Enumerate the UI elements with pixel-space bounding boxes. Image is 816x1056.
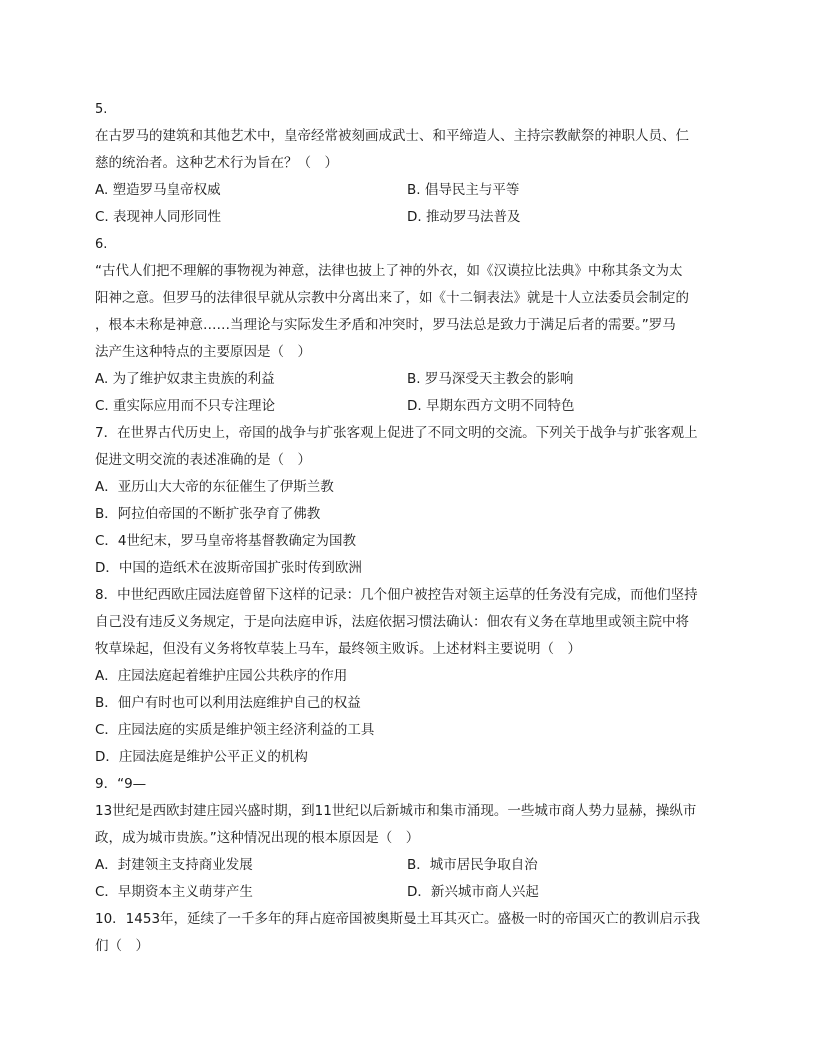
option-d[interactable]: D．新兴城市商人兴起 [407, 884, 539, 900]
option-a[interactable]: A．庄园法庭起着维护庄园公共秩序的作用 [95, 668, 348, 684]
option-a[interactable]: A．亚历山大大帝的东征催生了伊斯兰教 [95, 479, 334, 495]
question-5 [95, 96, 725, 231]
option-list [95, 663, 725, 771]
question-stem-line: ，根本未称是神意……当理论与实际发生矛盾和冲突时，罗马法总是致力于满足后者的需要。”罗马 [95, 317, 676, 333]
question-9 [95, 771, 725, 906]
question-stem-line: 自己没有违反义务规定，于是向法庭申诉，法庭依据习惯法确认：佃农有义务在草地里或领主院中将 [95, 614, 689, 630]
question-stem-line: 8．中世纪西欧庄园法庭曾留下这样的记录：几个佃户被控告对领主运草的任务没有完成，而他们坚持 [95, 587, 698, 603]
option-d[interactable]: D. 推动罗马法普及 [407, 209, 521, 225]
option-c[interactable]: C．早期资本主义萌芽产生 [95, 884, 253, 900]
option-b[interactable]: B．城市居民争取自治 [407, 857, 538, 873]
option-d[interactable]: D. 早期东西方文明不同特色 [407, 398, 575, 414]
option-b[interactable]: B. 倡导民主与平等 [407, 182, 520, 198]
option-grid [95, 366, 725, 420]
question-number: 5. [95, 102, 108, 117]
question-stem-line: 慈的统治者。这种艺术行为旨在？（ ） [95, 155, 338, 171]
document-page [95, 96, 725, 960]
question-stem-line: 促进文明交流的表述准确的是（ ） [95, 452, 311, 468]
question-10 [95, 906, 725, 960]
option-c[interactable]: C. 表现神人同形同性 [95, 209, 222, 225]
option-d[interactable]: D．中国的造纸术在波斯帝国扩张时传到欧洲 [95, 560, 362, 576]
question-number: 6. [95, 237, 108, 252]
question-stem-line: 13世纪是西欧封建庄园兴盛时期，到11世纪以后新城市和集市涌现。一些城市商人势力显赫，操纵市 [95, 803, 697, 819]
question-stem-line: 10．1453年，延续了一千多年的拜占庭帝国被奥斯曼土耳其灭亡。盛极一时的帝国灭亡的教训启示我 [95, 911, 701, 927]
question-6 [95, 231, 725, 420]
option-a[interactable]: A. 为了维护奴隶主贵族的利益 [95, 371, 275, 387]
question-stem-line: 在古罗马的建筑和其他艺术中，皇帝经常被刻画成武士、和平缔造人、主持宗教献祭的神职人员、仁 [95, 128, 689, 144]
option-b[interactable]: B．阿拉伯帝国的不断扩张孕育了佛教 [95, 506, 321, 522]
question-8 [95, 582, 725, 771]
option-grid [95, 177, 725, 231]
option-b[interactable]: B. 罗马深受天主教会的影响 [407, 371, 574, 387]
question-stem-line: 阳神之意。但罗马的法律很早就从宗教中分离出来了，如《十二铜表法》就是十人立法委员会制定的 [95, 290, 689, 306]
question-stem-line: 法产生这种特点的主要原因是（ ） [95, 344, 311, 360]
question-stem-line: “古代人们把不理解的事物视为神意，法律也披上了神的外衣，如《汉谟拉比法典》中称其条文为太 [95, 263, 683, 279]
question-stem-line: 们（ ） [95, 938, 149, 954]
question-stem-line: 政，成为城市贵族。”这种情况出现的根本原因是（ ） [95, 830, 420, 846]
option-a[interactable]: A. 塑造罗马皇帝权威 [95, 182, 221, 198]
option-b[interactable]: B．佃户有时也可以利用法庭维护自己的权益 [95, 695, 361, 711]
question-stem-line: 牧草垛起，但没有义务将牧草装上马车，最终领主败诉。上述材料主要说明（ ） [95, 641, 581, 657]
option-grid [95, 852, 725, 906]
question-stem-line: 7．在世界古代历史上，帝国的战争与扩张客观上促进了不同文明的交流。下列关于战争与扩张客观上 [95, 425, 698, 441]
question-7 [95, 420, 725, 582]
option-c[interactable]: C. 重实际应用而不只专注理论 [95, 398, 276, 414]
option-a[interactable]: A．封建领主支持商业发展 [95, 857, 253, 873]
option-d[interactable]: D．庄园法庭是维护公平正义的机构 [95, 749, 308, 765]
option-c[interactable]: C．庄园法庭的实质是维护领主经济利益的工具 [95, 722, 375, 738]
question-stem-line: 9．“9— [95, 776, 147, 792]
option-c[interactable]: C．4世纪末，罗马皇帝将基督教确定为国教 [95, 533, 357, 549]
option-list [95, 474, 725, 582]
